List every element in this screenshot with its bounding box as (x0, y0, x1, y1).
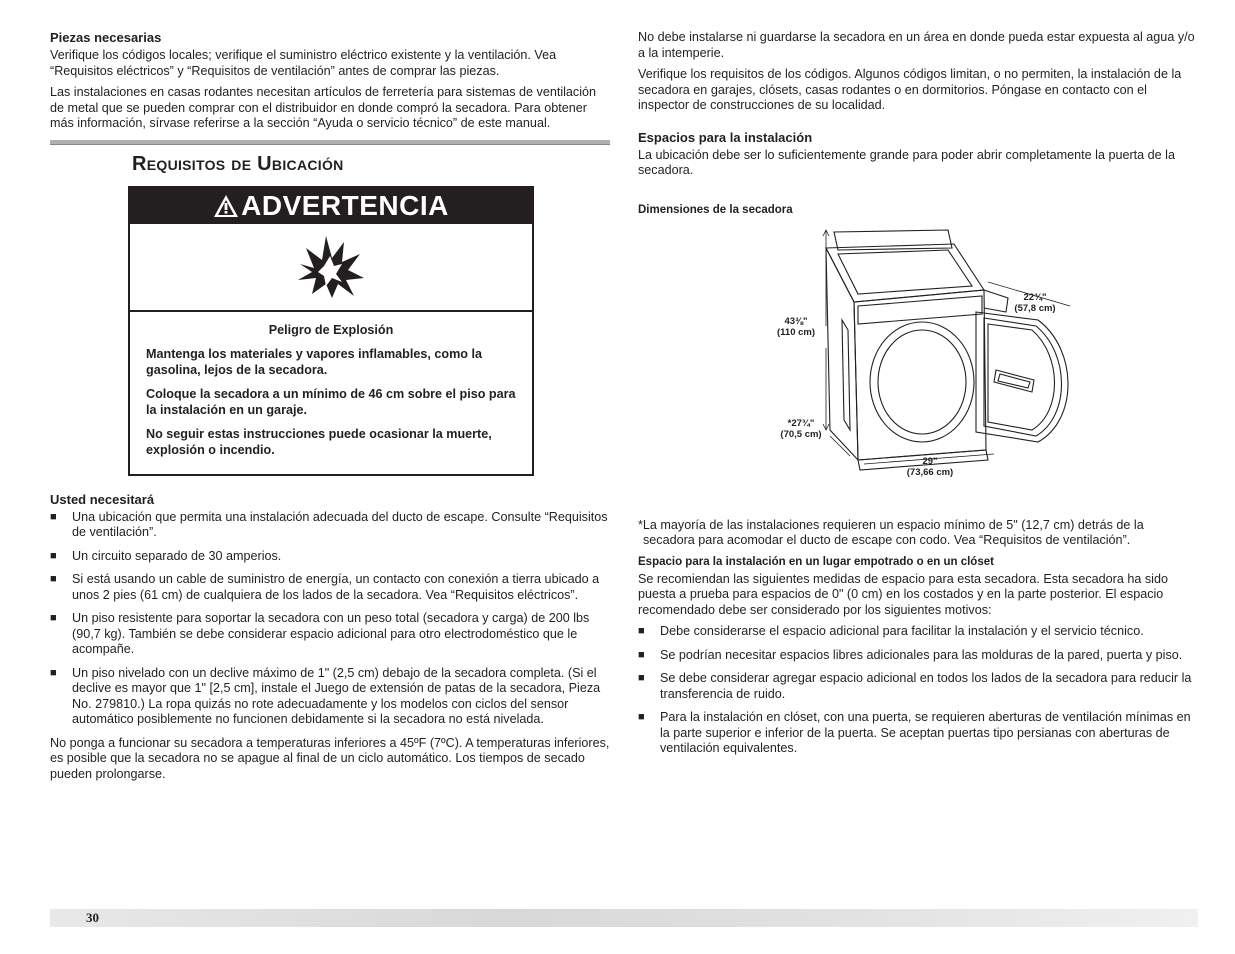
list-item: ■ Para la instalación en clóset, con una puerta, se requieren aberturas de ventilación mínimas en la parte superior e inferior de la puerta. Se aceptan puertas tipo persianas con aberturas de ventilación equivalentes. (638, 710, 1198, 757)
depth-inches: *27¾" (787, 417, 815, 429)
page-number: 30 (86, 910, 99, 925)
espacios-heading: Espacios para la instalación (638, 129, 813, 145)
list-item: ■ Un piso nivelado con un declive máximo de 1" (2,5 cm) debajo de la secadora completa. (Si el declive es mayor que 1" [2,5 cm], instale el Juego de extensión de patas de la secadora, Pieza No. 279810.) La ropa quizás no rote adecuadamente y los modelos con ciclos del sensor automático posiblemente no funcionen debidamente si la secadora no está nivelada. (50, 666, 610, 728)
warning-header (130, 188, 532, 224)
dryer-diagram (638, 220, 1198, 482)
right-column (638, 30, 1198, 765)
warning-line-1: Mantenga los materiales y vapores inflamables, como la gasolina, lejos de la secadora. (146, 346, 482, 377)
list-item: ■ Debe considerarse el espacio adicional para facilitar la instalación y el servicio técnico. (638, 624, 1198, 640)
piezas-heading: Piezas necesarias (50, 30, 162, 45)
right-paragraph-1: No debe instalarse ni guardarse la secadora en un área en donde pueda estar expuesta al agua y/o a la intemperie. (638, 30, 1195, 60)
dimensiones-heading: Dimensiones de la secadora (638, 203, 793, 216)
warning-triangle-icon (213, 194, 239, 218)
list-item: ■ Una ubicación que permita una instalación adecuada del ducto de escape. Consulte “Requisitos de ventilación”. (50, 510, 610, 541)
depth-cm: (70,5 cm) (780, 428, 822, 440)
dimension-depth (770, 418, 832, 440)
explosion-icon (296, 234, 366, 300)
door-cm: (57,8 cm) (1014, 302, 1056, 314)
warning-line-3: No seguir estas instrucciones puede ocasionar la muerte, explosión o incendio. (146, 426, 492, 457)
dimension-door (1008, 292, 1062, 314)
empotrado-heading: Espacio para la instalación en un lugar empotrado o en un clóset (638, 555, 994, 568)
list-item: ■ Un circuito separado de 30 amperios. (50, 549, 610, 565)
list-item: ■ Un piso resistente para soportar la secadora con un peso total (secadora y carga) de 200 lbs (90,7 kg). También se debe considerar espacio adicional para otro electrodoméstico que le acompañe. (50, 611, 610, 658)
warning-body (130, 312, 532, 474)
height-cm: (110 cm) (776, 326, 816, 338)
usted-heading: Usted necesitará (50, 491, 155, 507)
list-item: ■ Se podrían necesitar espacios libres adicionales para las molduras de la pared, puerta y piso. (638, 648, 1198, 664)
list-item: ■ Si está usando un cable de suministro de energía, un contacto con conexión a tierra ubicado a unos 2 pies (61 cm) de cualquiera de los lados de la secadora. Vea “Requisitos eléctricos”. (50, 572, 610, 603)
width-cm: (73,66 cm) (906, 466, 954, 478)
list-item: ■ Se debe considerar agregar espacio adicional en todos los lados de la secadora para reducir la transferencia de ruido. (638, 671, 1198, 702)
warning-hazard-title: Peligro de Explosión (268, 322, 394, 337)
empotrado-list (638, 624, 1198, 757)
piezas-paragraph-1: Verifique los códigos locales; verifique el suministro eléctrico existente y la ventilación. Vea “Requisitos eléctricos” y “Requisitos de ventilación” antes de comprar las piezas. (50, 48, 557, 78)
footer-bar (50, 909, 1198, 927)
warning-icon-area (130, 224, 532, 312)
dryer-illustration (638, 220, 1198, 482)
piezas-paragraph-2: Las instalaciones en casas rodantes necesitan artículos de ferretería para sistemas de ventilación de metal que se pueden comprar con el distribuidor en donde compró la secadora. Para obtener más información, sírvase referirse a la sección “Ayuda o servicio técnico” de este manual. (50, 85, 597, 130)
usted-closing: No ponga a funcionar su secadora a temperaturas inferiores a 45ºF (7ºC). A temperaturas inferiores, es posible que la secadora no se apague al final de un ciclo automático. Los tiempos de secado pueden prolongarse. (50, 735, 610, 781)
espacios-paragraph: La ubicación debe ser lo suficientemente grande para poder abrir completamente la puerta de la secadora. (638, 147, 1175, 177)
width-inches: 29" (922, 455, 938, 467)
door-inches: 22¾" (1023, 291, 1047, 303)
warning-header-text: ADVERTENCIA (241, 189, 449, 221)
left-column (50, 30, 610, 788)
dimension-height (768, 316, 824, 338)
height-inches: 43⅜" (784, 315, 808, 327)
warning-line-2: Coloque la secadora a un mínimo de 46 cm sobre el piso para la instalación en un garaje. (146, 386, 516, 417)
usted-list (50, 510, 610, 728)
section-title: Requisitos de Ubicación (132, 152, 344, 175)
right-paragraph-2: Verifique los requisitos de los códigos. Algunos códigos limitan, o no permiten, la instalación de la secadora en garajes, clósets, casas rodantes o en dormitorios. Póngase en contacto con el inspector de construcciones de su localidad. (638, 67, 1182, 112)
dimension-width (898, 456, 962, 478)
empotrado-paragraph: Se recomiendan las siguientes medidas de espacio para esta secadora. Esta secadora ha sido puesta a prueba para espacios de 0" (0 cm) en los costados y en la parte posterior. El espacio recomendado debe ser considerado por los siguientes motivos: (638, 571, 1168, 617)
section-divider (50, 140, 610, 145)
dimension-note: *La mayoría de las instalaciones requieren un espacio mínimo de 5" (12,7 cm) detrás de la secadora para acomodar el ducto de escape con codo. Vea “Requisitos de ventilación”. (638, 517, 1144, 547)
warning-box (128, 186, 534, 476)
